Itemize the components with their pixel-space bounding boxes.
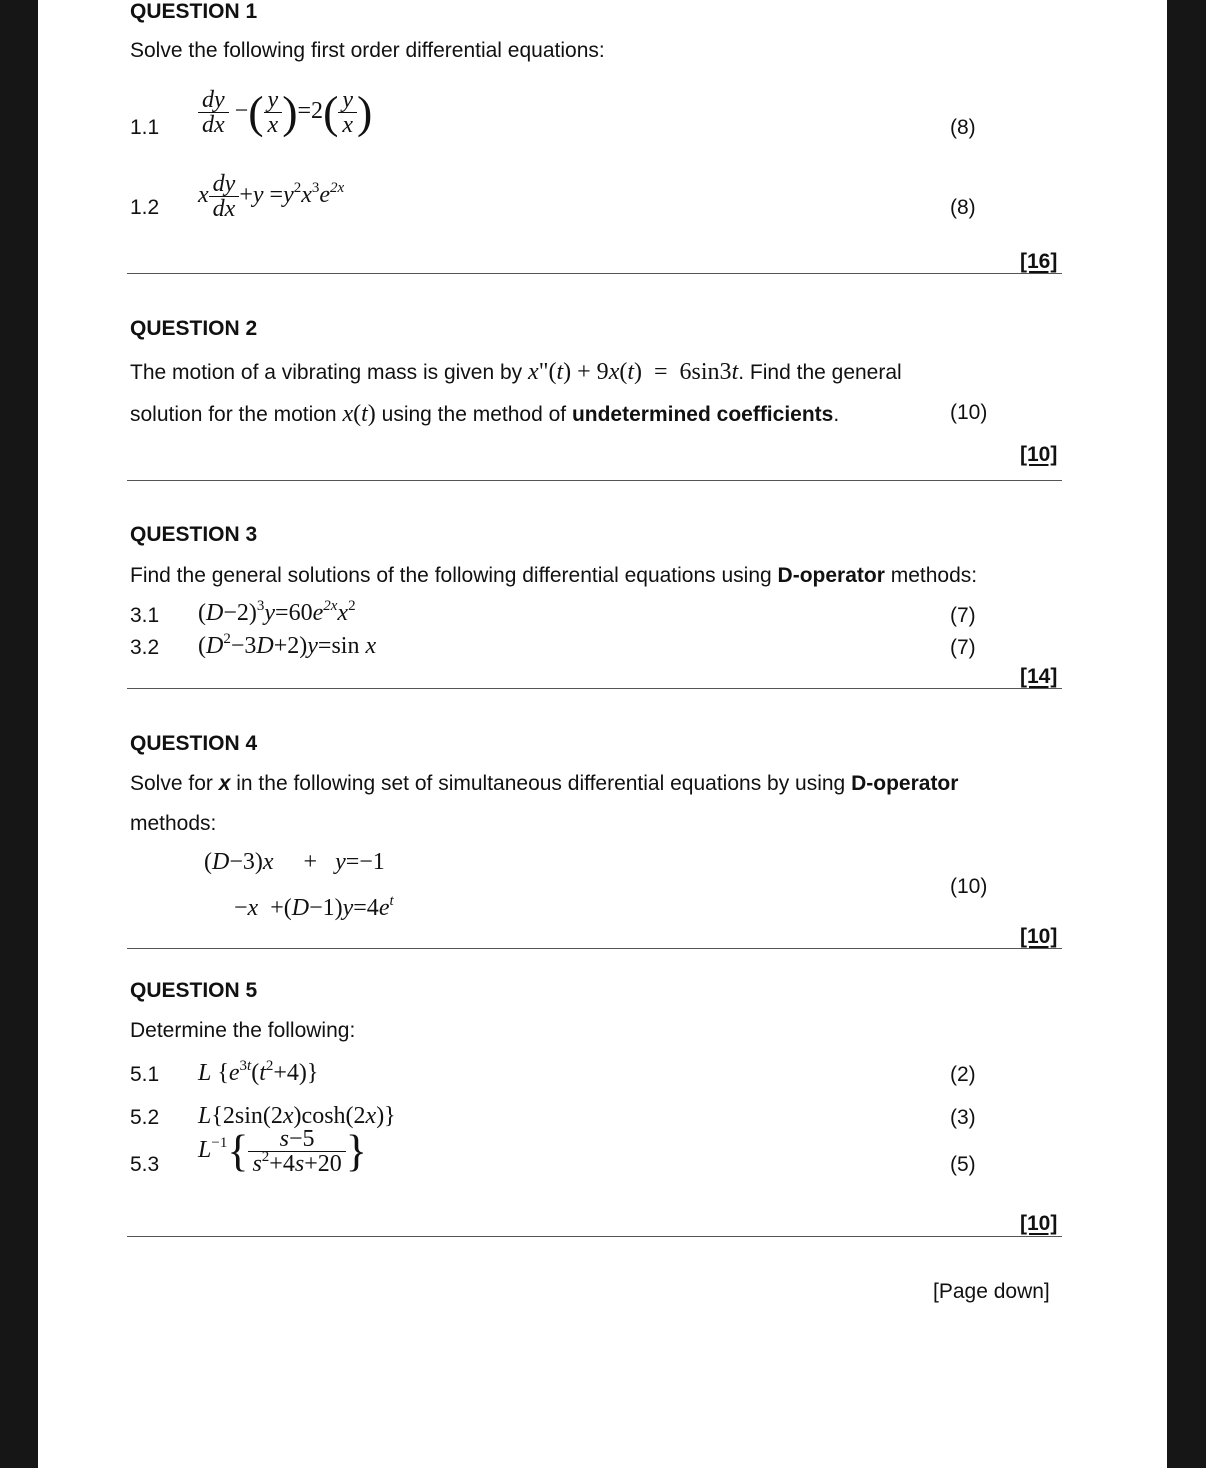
equation-5-3: $L^{-1}${ $\frac{s-5}{s^2+4s+20}$ }: [198, 1126, 367, 1177]
divider: [127, 688, 1062, 689]
question-3-total: [14]: [1020, 665, 1058, 688]
bold-variable: x: [218, 772, 231, 795]
equation-3-2: $(D^2-3D+2)y=\sin$ x: [198, 631, 377, 659]
text: Find the general solutions of the following differential equations using: [130, 564, 772, 587]
question-2-title: QUESTION 2: [130, 317, 258, 340]
item-number: 1.2: [130, 196, 160, 219]
exam-page: [38, 0, 1167, 1468]
question-5-title: QUESTION 5: [130, 979, 258, 1002]
marks-5-1: (2): [950, 1063, 976, 1086]
question-2-line-2: solution for the motion x(t) using the method of undetermined coefficients.: [130, 401, 840, 427]
text: solution for the motion: [130, 403, 337, 426]
question-3-instruction: [130, 565, 977, 586]
question-1-instruction: Solve the following first order differential equations:: [130, 39, 605, 62]
marks-3-1: (7): [950, 604, 976, 627]
item-number: 1.1: [130, 116, 160, 139]
marks-4: (10): [950, 875, 988, 898]
equation-1-1: $\frac{dy}{dx}$ −( $\frac{y}{x}$ )=2( $\frac{y}{x}$ ): [198, 88, 372, 137]
equation-1-2: x $\frac{dy}{dx}$ $+y =y^2x^3e^{2x}$: [198, 171, 345, 222]
question-1-total: [16]: [1020, 250, 1058, 273]
marks-5-2: (3): [950, 1106, 976, 1129]
question-4-line-2: methods:: [130, 812, 217, 835]
text: using the method of: [381, 403, 567, 426]
divider: [127, 480, 1062, 481]
bold-text: D-operator: [851, 772, 959, 795]
question-4-total: [10]: [1020, 925, 1058, 948]
question-2-total: [10]: [1020, 443, 1058, 466]
divider: [127, 1236, 1062, 1237]
bold-text: D-operator: [777, 564, 885, 587]
equation-5-1: L $\{e^{3t}(t^2+4)\}$: [198, 1058, 319, 1086]
marks-1-1: (8): [950, 116, 976, 139]
item-number: 5.3: [130, 1153, 160, 1176]
question-1-title: QUESTION 1: [130, 0, 258, 23]
marks-1-2: (8): [950, 196, 976, 219]
marks-3-2: (7): [950, 636, 976, 659]
equation-4-a: (D−3)x + y=−1: [204, 849, 385, 875]
question-4-line-1: [130, 773, 958, 794]
marks-2: (10): [950, 401, 988, 424]
marks-5-3: (5): [950, 1153, 976, 1176]
question-5-total: [10]: [1020, 1212, 1058, 1235]
item-number: 5.2: [130, 1106, 160, 1129]
item-number: 3.1: [130, 604, 160, 627]
text: in the following set of simultaneous differential equations by using: [236, 772, 846, 795]
equation-4-b: $-x +(D-1)y=4e^t$: [234, 893, 394, 921]
text: .: [833, 403, 840, 426]
text: methods:: [890, 564, 978, 587]
question-5-instruction: Determine the following:: [130, 1019, 356, 1042]
bold-text: undetermined coefficients: [571, 403, 834, 426]
equation-5-2: L{2sin(2x)cosh(2x)}: [198, 1103, 396, 1129]
divider: [127, 948, 1062, 949]
text: The motion of a vibrating mass is given by: [130, 361, 523, 384]
divider: [127, 273, 1062, 274]
question-2-line-1: The motion of a vibrating mass is given by x"(t) + 9x(t) = 6sin3t. Find the general: [130, 359, 902, 385]
item-number: 3.2: [130, 636, 160, 659]
equation-3-1: $(D-2)^3y=60e^{2x}x^2$: [198, 598, 356, 626]
text: Solve for: [130, 772, 213, 795]
question-4-title: QUESTION 4: [130, 732, 258, 755]
question-3-title: QUESTION 3: [130, 523, 258, 546]
item-number: 5.1: [130, 1063, 160, 1086]
text: Find the general: [749, 361, 902, 384]
page-down-note: [Page down]: [933, 1280, 1050, 1303]
